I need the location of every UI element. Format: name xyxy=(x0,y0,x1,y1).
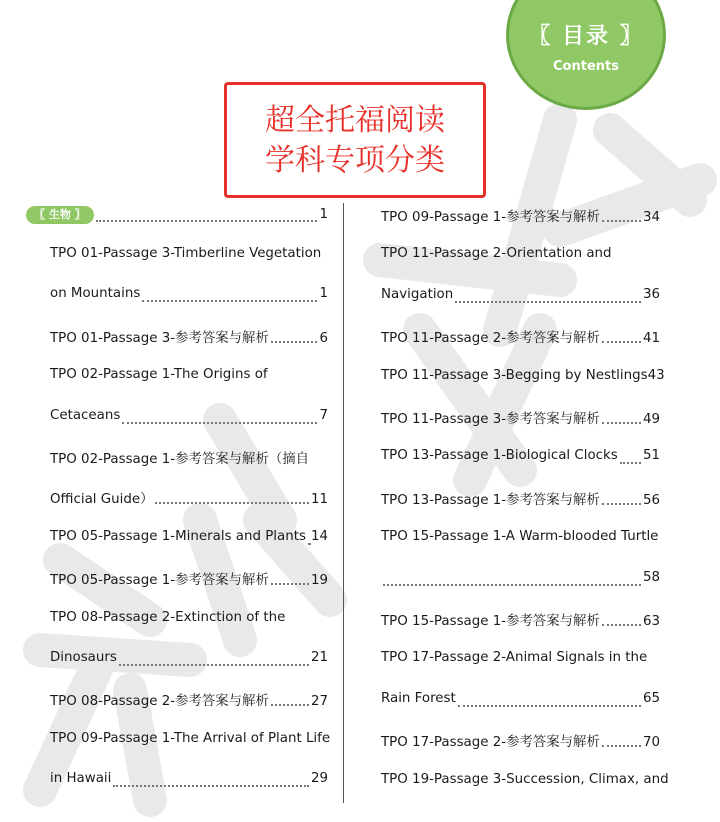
leader-dots xyxy=(113,785,309,787)
toc-entry[interactable] xyxy=(381,287,660,309)
entry-title: Official Guide） xyxy=(50,492,154,508)
heading-box xyxy=(224,82,486,198)
page-number: 6 xyxy=(319,330,328,346)
toc-entry[interactable] xyxy=(50,569,328,591)
page-number: 11 xyxy=(310,492,328,508)
toc-entry[interactable] xyxy=(50,529,328,551)
leader-dots xyxy=(455,301,641,303)
entry-title: TPO 08-Passage 2-参考答案与解析 xyxy=(50,694,269,710)
page-number: 21 xyxy=(310,650,328,665)
toc-entry[interactable] xyxy=(381,408,660,430)
toc-entry[interactable] xyxy=(50,488,328,510)
entry-title: TPO 15-Passage 1-参考答案与解析 xyxy=(381,614,600,629)
page-number: 36 xyxy=(642,286,660,302)
page-number: 56 xyxy=(642,492,660,508)
toc-entry[interactable] xyxy=(50,771,328,793)
page-number: 29 xyxy=(310,771,328,787)
leader-dots xyxy=(602,624,641,626)
page-number: 65 xyxy=(642,690,660,706)
leader-dots xyxy=(155,502,308,504)
contents-badge xyxy=(506,0,666,110)
entry-title: TPO 05-Passage 1-Minerals and Plants xyxy=(50,528,306,544)
page-number: 49 xyxy=(642,412,660,427)
entry-title: in Hawaii xyxy=(50,771,112,787)
toc-entry[interactable] xyxy=(381,327,660,349)
badge-subtitle: Contents xyxy=(553,59,619,74)
leader-dots xyxy=(383,584,641,586)
entry-title: TPO 13-Passage 1-Biological Clocks xyxy=(381,448,618,464)
toc-entry[interactable] xyxy=(50,650,328,672)
toc-entry[interactable] xyxy=(50,327,328,349)
toc-entry[interactable] xyxy=(381,448,660,470)
entry-title: Dinosaurs xyxy=(50,650,117,665)
toc-entry[interactable] xyxy=(381,691,660,713)
toc-line[interactable]: TPO 19-Passage 3-Succession, Climax, and xyxy=(381,771,669,787)
toc-line[interactable]: TPO 02-Passage 1-参考答案与解析（摘自 xyxy=(50,452,310,467)
heading-line-1: 超全托福阅读 xyxy=(265,103,445,138)
toc-line[interactable]: TPO 01-Passage 3-Timberline Vegetation xyxy=(50,246,322,261)
badge-title: 〖 目录 〗 xyxy=(528,24,644,49)
toc-line[interactable]: TPO 15-Passage 1-A Warm-blooded Turtle xyxy=(381,529,659,545)
page-number: 63 xyxy=(642,614,660,629)
page-number: 19 xyxy=(310,573,328,589)
toc-entry[interactable] xyxy=(381,731,660,753)
entry-title: TPO 13-Passage 1-参考答案与解析 xyxy=(381,492,600,508)
toc-line[interactable]: TPO 11-Passage 3-Begging by Nestlings43 xyxy=(381,367,665,383)
page-number: 1 xyxy=(319,207,328,222)
toc-line[interactable]: TPO 09-Passage 1-The Arrival of Plant Life xyxy=(50,730,331,746)
entry-title: on Mountains xyxy=(50,286,141,302)
toc-line[interactable]: TPO 02-Passage 1-The Origins of xyxy=(50,367,268,383)
page-number: 1 xyxy=(319,286,328,302)
entry-title: Cetaceans xyxy=(50,407,121,423)
toc-entry[interactable] xyxy=(381,610,660,632)
leader-dots xyxy=(602,503,641,505)
toc-line[interactable]: TPO 11-Passage 2-Orientation and xyxy=(381,246,612,262)
entry-title: Navigation xyxy=(381,286,454,302)
leader-dots xyxy=(458,705,641,707)
column-divider xyxy=(343,203,344,803)
toc-entry[interactable] xyxy=(50,286,328,308)
page-number: 27 xyxy=(310,694,328,710)
page-number: 51 xyxy=(642,448,660,464)
heading-line-2: 学科专项分类 xyxy=(265,143,445,178)
entry-title: TPO 11-Passage 3-参考答案与解析 xyxy=(381,412,600,427)
toc-entry[interactable] xyxy=(50,690,328,712)
entry-title: Rain Forest xyxy=(381,690,456,706)
toc-entry[interactable] xyxy=(381,489,660,511)
page-number: 34 xyxy=(642,210,660,225)
entry-title: TPO 11-Passage 2-参考答案与解析 xyxy=(381,331,600,347)
toc-entry[interactable] xyxy=(381,570,660,592)
leader-dots xyxy=(119,664,309,666)
leader-dots xyxy=(96,220,318,222)
leader-dots xyxy=(602,220,641,222)
toc-entry[interactable] xyxy=(381,206,660,228)
entry-title: TPO 09-Passage 1-参考答案与解析 xyxy=(381,210,600,225)
page-number: 14 xyxy=(310,528,328,544)
category-tag: 〖 生物 〗 xyxy=(26,206,94,224)
toc-line[interactable]: TPO 17-Passage 2-Animal Signals in the xyxy=(381,650,648,666)
page-number: 7 xyxy=(319,407,328,423)
page-number: 41 xyxy=(642,331,660,347)
leader-dots xyxy=(122,422,317,424)
leader-dots xyxy=(620,462,641,464)
leader-dots xyxy=(602,745,641,747)
leader-dots xyxy=(271,583,309,585)
entry-title: TPO 01-Passage 3-参考答案与解析 xyxy=(50,330,269,346)
page-number: 58 xyxy=(642,569,660,585)
leader-dots xyxy=(308,543,309,545)
entry-title: TPO 05-Passage 1-参考答案与解析 xyxy=(50,573,269,589)
leader-dots xyxy=(602,422,641,424)
leader-dots xyxy=(602,341,641,343)
category-row[interactable] xyxy=(26,206,328,228)
toc-line[interactable]: TPO 08-Passage 2-Extinction of the xyxy=(50,609,286,625)
leader-dots xyxy=(271,704,309,706)
entry-title: TPO 17-Passage 2-参考答案与解析 xyxy=(381,735,600,751)
page-number: 70 xyxy=(642,735,660,751)
leader-dots xyxy=(271,341,318,343)
leader-dots xyxy=(142,300,317,302)
toc-entry[interactable] xyxy=(50,408,328,430)
